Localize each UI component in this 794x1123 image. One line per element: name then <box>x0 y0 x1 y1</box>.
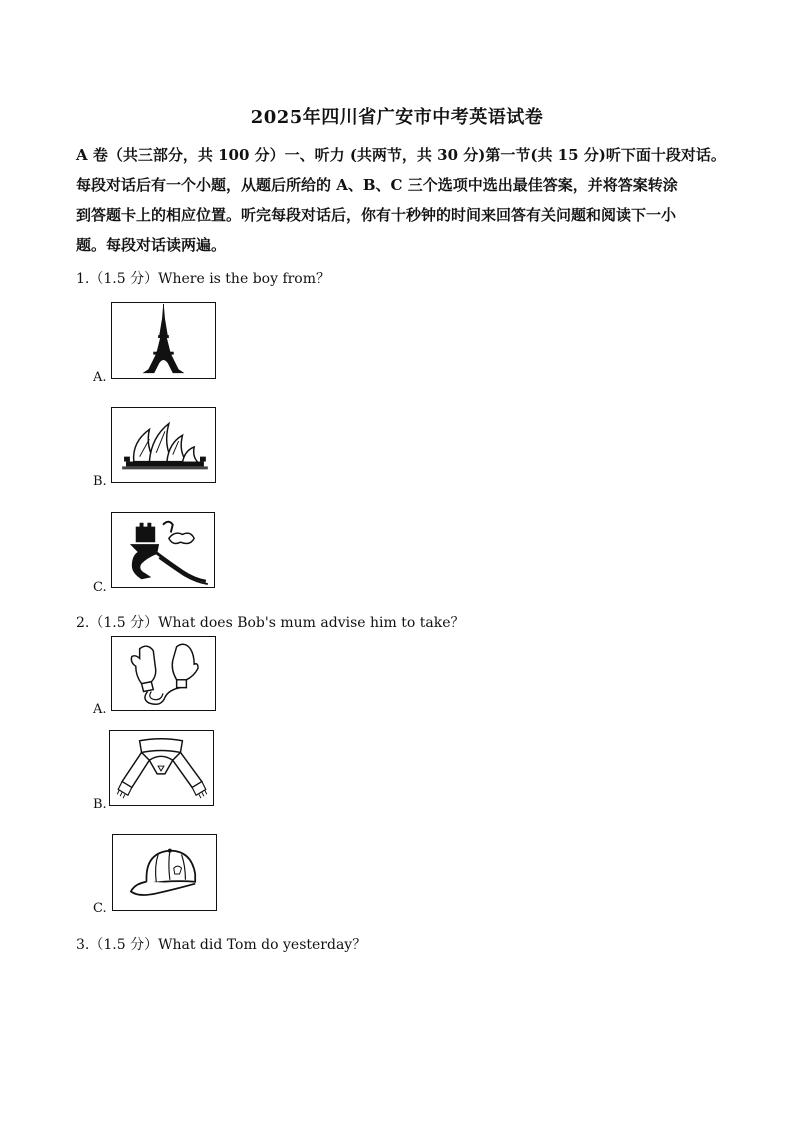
option-c-image[interactable] <box>111 512 215 588</box>
option-a-label: A. <box>93 702 107 717</box>
instruction-line: 到答题卡上的相应位置。听完每段对话后，你有十秒钟的时间来回答有关问题和阅读下一小 <box>76 206 677 224</box>
option-c-image[interactable] <box>112 834 217 911</box>
question-text: What does Bob's mum advise him to take？ <box>158 615 465 631</box>
question-number-score: 2.（1.5 分） <box>76 615 159 631</box>
option-b-image[interactable] <box>111 407 216 483</box>
question-1 <box>76 268 330 288</box>
scarf-icon <box>110 731 213 805</box>
question-text: Where is the boy from？ <box>158 271 331 287</box>
instruction-line: A 卷（共三部分，共 100 分）一、听力 (共两节，共 30 分)第一节(共 15 分)听下面十段对话。 <box>76 146 726 164</box>
instruction-line: 每段对话后有一个小题，从题后所给的 A、B、C 三个选项中选出最佳答案，并将答案转涂 <box>76 176 678 194</box>
question-2 <box>76 612 464 632</box>
question-number-score: 1.（1.5 分） <box>76 271 159 287</box>
eiffel-tower-icon <box>112 303 215 378</box>
option-b-image[interactable] <box>109 730 214 806</box>
gloves-icon <box>112 637 215 710</box>
option-a-label: A. <box>93 370 107 385</box>
great-wall-icon <box>112 513 214 587</box>
exam-title: 2025年四川省广安市中考英语试卷 <box>250 107 544 128</box>
question-3 <box>76 934 366 954</box>
option-b-label: B. <box>93 797 107 812</box>
option-b-label: B. <box>93 474 107 489</box>
option-a-image[interactable] <box>111 636 216 711</box>
option-c-label: C. <box>93 901 107 916</box>
instruction-line: 题。每段对话读两遍。 <box>76 236 227 254</box>
cap-icon <box>113 835 216 910</box>
question-number-score: 3.（1.5 分） <box>76 937 159 953</box>
option-c-label: C. <box>93 580 107 595</box>
listening-instructions <box>76 140 726 260</box>
question-text: What did Tom do yesterday？ <box>158 937 367 953</box>
sydney-opera-house-icon <box>112 408 215 482</box>
option-a-image[interactable] <box>111 302 216 379</box>
